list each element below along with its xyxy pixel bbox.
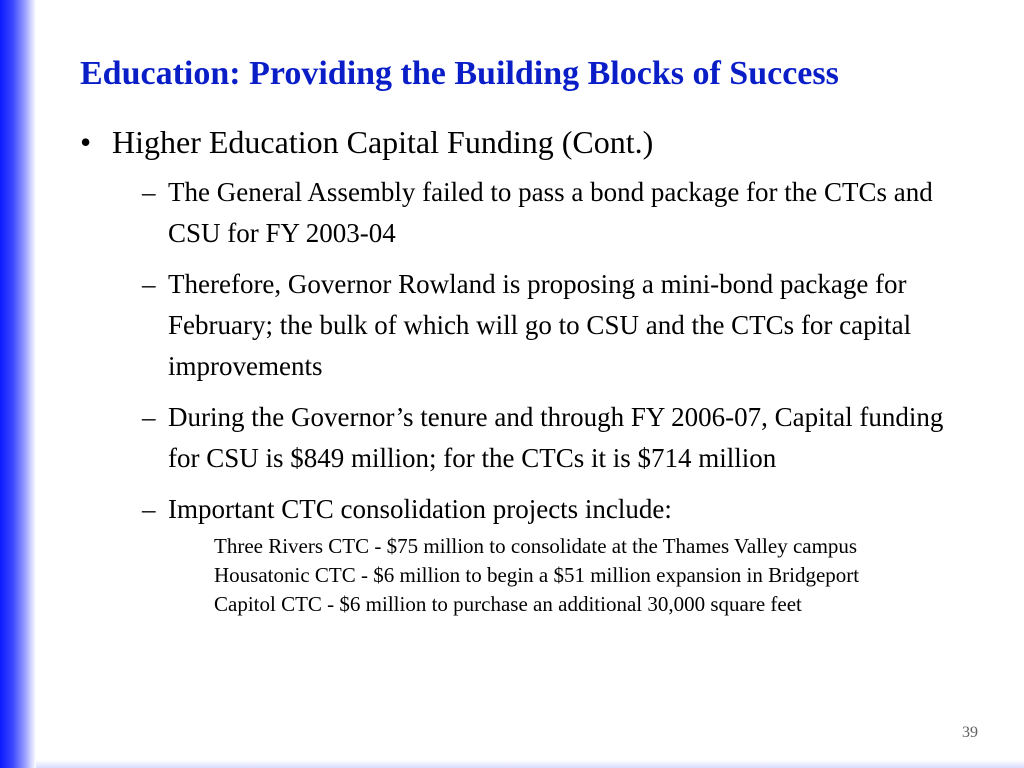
slide-body [80, 122, 1010, 619]
sub-bullet-list [80, 172, 1010, 619]
bullet-icon: • [80, 124, 92, 160]
sub-bullet-text: Important CTC consolidation projects include: [168, 494, 672, 524]
main-bullet [80, 122, 1010, 162]
sub-bullet-text: During the Governor’s tenure and through FY 2006-07, Capital funding for CSU is $849 million; for the CTCs it is $714 million [168, 402, 944, 473]
dash-icon: – [142, 494, 156, 524]
dash-icon: – [142, 177, 156, 207]
bottom-accent-band [36, 760, 1024, 768]
sub-bullet-item [142, 172, 968, 254]
page-number: 39 [962, 724, 978, 741]
sub-bullet-item [142, 489, 968, 530]
project-list [142, 532, 1010, 619]
side-accent-bar [0, 0, 36, 768]
sub-bullet-item [142, 397, 968, 479]
project-item: Capitol CTC - $6 million to purchase an additional 30,000 square feet [214, 592, 802, 616]
project-item: Housatonic CTC - $6 million to begin a $51 million expansion in Bridgeport [214, 563, 860, 587]
sub-bullet-text: The General Assembly failed to pass a bond package for the CTCs and CSU for FY 2003-04 [168, 177, 933, 248]
dash-icon: – [142, 269, 156, 299]
main-bullet-text: Higher Education Capital Funding (Cont.) [112, 124, 654, 160]
project-item: Three Rivers CTC - $75 million to consolidate at the Thames Valley campus [214, 534, 858, 558]
slide-title: Education: Providing the Building Blocks of Success [80, 55, 839, 92]
sub-bullet-text: Therefore, Governor Rowland is proposing a mini-bond package for February; the bulk of which will go to CSU and the CTCs for capital improvements [168, 269, 912, 381]
sub-bullet-item [142, 264, 968, 387]
dash-icon: – [142, 402, 156, 432]
